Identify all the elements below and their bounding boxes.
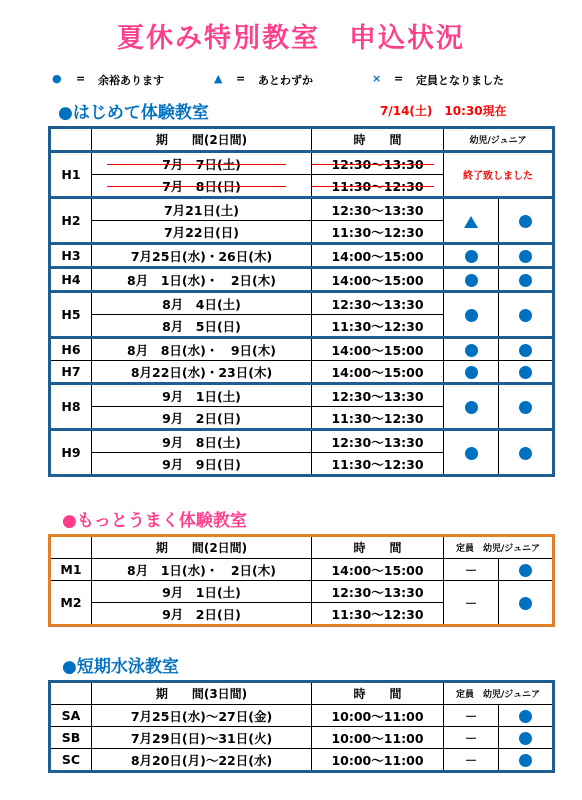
class-code: H1	[50, 152, 92, 198]
circle-icon	[519, 215, 532, 228]
column-header-period: 期 間(2日間)	[92, 536, 312, 559]
circle-icon	[465, 447, 478, 460]
circle-icon	[519, 366, 532, 379]
circle-icon: ●	[52, 72, 62, 85]
status-capacity: －	[444, 581, 499, 626]
section-heading-advanced-trial: ●もっとうまく体験教室	[62, 511, 247, 531]
circle-icon	[519, 274, 532, 287]
status-available	[499, 244, 554, 268]
status-available	[444, 430, 499, 476]
session-time: 11:30～12:30	[312, 175, 444, 198]
legend-available-text: 余裕あります	[98, 74, 164, 87]
session-date: 8月 1日(水)・ 2日(木)	[92, 559, 312, 581]
circle-icon	[465, 309, 478, 322]
class-code: H8	[50, 384, 92, 430]
circle-icon	[519, 710, 532, 723]
status-available	[444, 384, 499, 430]
legend-full-text: 定員となりました	[416, 74, 504, 87]
session-time: 14:00～15:00	[312, 559, 444, 581]
circle-icon	[519, 344, 532, 357]
class-code: M1	[50, 559, 92, 581]
circle-icon	[519, 597, 532, 610]
column-header-time: 時 間	[312, 536, 444, 559]
triangle-icon: ▲	[214, 72, 223, 85]
session-time: 12:30～13:30	[312, 292, 444, 315]
cross-icon: ×	[372, 72, 382, 85]
session-date: 7月22日(日)	[92, 221, 312, 244]
session-date: 9月 1日(土)	[92, 384, 312, 407]
class-code: H5	[50, 292, 92, 338]
session-date: 8月20日(月)～22日(水)	[92, 749, 312, 772]
session-time: 11:30～12:30	[312, 453, 444, 476]
status-available	[499, 727, 554, 749]
session-time: 11:30～12:30	[312, 221, 444, 244]
status-available	[499, 384, 554, 430]
status-capacity: －	[444, 559, 499, 581]
session-time: 14:00～15:00	[312, 361, 444, 384]
session-date: 7月25日(水)・26日(木)	[92, 244, 312, 268]
status-available	[499, 292, 554, 338]
session-date: 7月25日(水)～27日(金)	[92, 705, 312, 727]
status-available	[499, 749, 554, 772]
session-time: 11:30～12:30	[312, 603, 444, 626]
circle-icon	[465, 366, 478, 379]
session-date: 9月 8日(土)	[92, 430, 312, 453]
column-header-time: 時 間	[312, 128, 444, 152]
legend-equals: =	[76, 72, 86, 85]
class-code: SB	[50, 727, 92, 749]
status-available	[444, 244, 499, 268]
session-time: 10:00～11:00	[312, 749, 444, 772]
session-date: 8月22日(水)・23日(木)	[92, 361, 312, 384]
legend-few-left-text: あとわずか	[258, 74, 313, 87]
circle-icon	[519, 401, 532, 414]
session-date: 9月 2日(日)	[92, 603, 312, 626]
session-time: 10:00～11:00	[312, 727, 444, 749]
circle-icon	[519, 309, 532, 322]
status-few-left	[444, 198, 499, 244]
status-available	[499, 430, 554, 476]
circle-icon	[519, 564, 532, 577]
class-code: SC	[50, 749, 92, 772]
session-time: 12:30～13:30	[312, 384, 444, 407]
as-of-timestamp: 7/14(土) 10:30現在	[380, 104, 507, 118]
session-time: 12:30～13:30	[312, 152, 444, 175]
class-code: H2	[50, 198, 92, 244]
session-time: 12:30～13:30	[312, 430, 444, 453]
class-code: H6	[50, 338, 92, 361]
section-heading-short-term-swim: ●短期水泳教室	[62, 657, 179, 677]
session-time: 12:30～13:30	[312, 198, 444, 221]
status-available	[499, 361, 554, 384]
status-capacity: －	[444, 749, 499, 772]
circle-icon	[519, 732, 532, 745]
column-header-status: 定員 幼児/ジュニア	[444, 682, 554, 705]
class-code: SA	[50, 705, 92, 727]
column-header-status: 定員 幼児/ジュニア	[444, 536, 554, 559]
status-available	[444, 338, 499, 361]
session-time: 14:00～15:00	[312, 268, 444, 292]
circle-icon	[519, 250, 532, 263]
session-date: 7月 7日(土)	[92, 152, 312, 175]
status-available	[499, 198, 554, 244]
session-date: 8月 8日(水)・ 9日(木)	[92, 338, 312, 361]
session-time: 14:00～15:00	[312, 338, 444, 361]
status-available	[499, 581, 554, 626]
session-date: 7月21日(土)	[92, 198, 312, 221]
session-date: 8月 4日(土)	[92, 292, 312, 315]
status-available	[444, 292, 499, 338]
page-title: 夏休み特別教室 申込状況	[117, 23, 465, 54]
circle-icon	[519, 754, 532, 767]
column-header-period: 期 間(2日間)	[92, 128, 312, 152]
status-ended-text: 終了致しました	[444, 152, 554, 198]
circle-icon	[519, 447, 532, 460]
session-time: 10:00～11:00	[312, 705, 444, 727]
session-date: 9月 9日(日)	[92, 453, 312, 476]
class-code: H7	[50, 361, 92, 384]
schedule-table-first-trial	[48, 126, 555, 477]
session-date: 9月 1日(土)	[92, 581, 312, 603]
session-date: 8月 1日(水)・ 2日(木)	[92, 268, 312, 292]
status-available	[499, 705, 554, 727]
session-time: 14:00～15:00	[312, 244, 444, 268]
session-date: 8月 5日(日)	[92, 315, 312, 338]
legend-equals: =	[236, 72, 246, 85]
class-code: H9	[50, 430, 92, 476]
session-time: 12:30～13:30	[312, 581, 444, 603]
session-date: 7月 8日(日)	[92, 175, 312, 198]
class-code: M2	[50, 581, 92, 626]
status-available	[444, 268, 499, 292]
section-heading-first-trial: ●はじめて体験教室	[58, 103, 209, 123]
schedule-table-advanced-trial	[48, 534, 555, 627]
session-time: 11:30～12:30	[312, 315, 444, 338]
column-header-period: 期 間(3日間)	[92, 682, 312, 705]
status-available	[444, 361, 499, 384]
circle-icon	[465, 274, 478, 287]
legend-equals: =	[394, 72, 404, 85]
circle-icon	[465, 401, 478, 414]
class-code: H4	[50, 268, 92, 292]
triangle-icon	[464, 216, 478, 228]
status-capacity: －	[444, 705, 499, 727]
circle-icon	[465, 344, 478, 357]
session-date: 9月 2日(日)	[92, 407, 312, 430]
status-capacity: －	[444, 727, 499, 749]
class-code: H3	[50, 244, 92, 268]
circle-icon	[465, 250, 478, 263]
column-header-time: 時 間	[312, 682, 444, 705]
status-available	[499, 268, 554, 292]
session-date: 7月29日(日)～31日(火)	[92, 727, 312, 749]
column-header-status: 幼児/ジュニア	[444, 128, 554, 152]
session-time: 11:30～12:30	[312, 407, 444, 430]
status-available	[499, 338, 554, 361]
status-available	[499, 559, 554, 581]
schedule-table-short-term-swim	[48, 680, 555, 773]
